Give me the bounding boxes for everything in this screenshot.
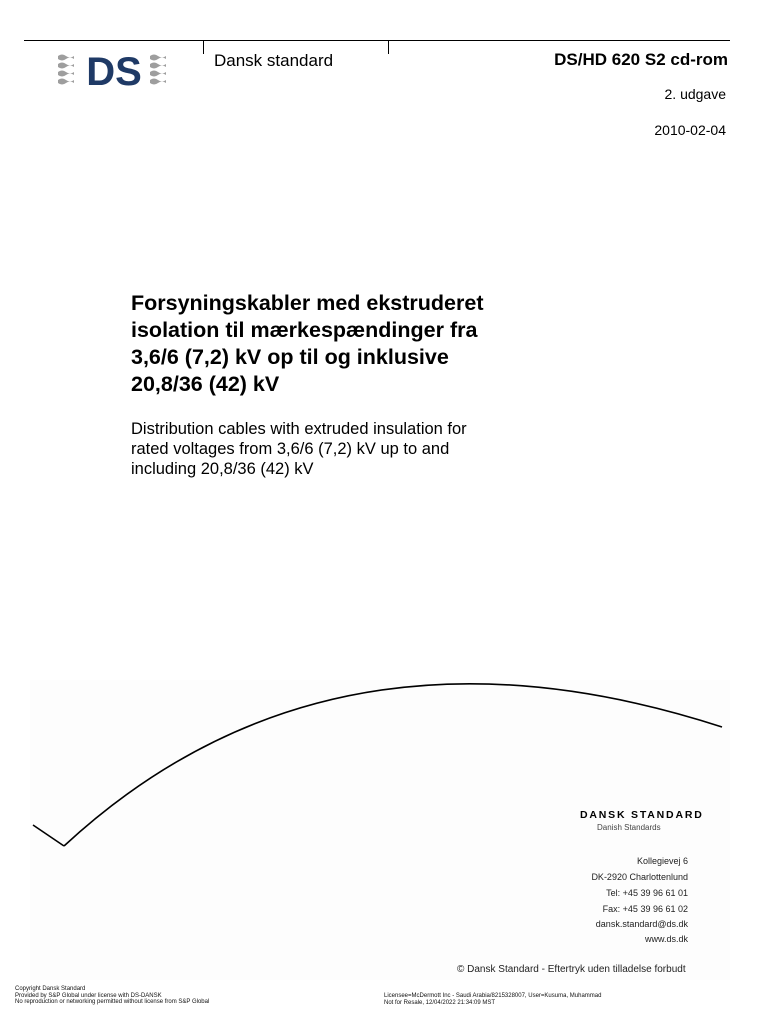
website-link[interactable]: www.ds.dk: [644, 934, 688, 944]
title-line: Forsyningskabler med ekstruderet: [131, 291, 484, 315]
publisher-label: Dansk standard: [214, 51, 334, 70]
address-line: DK-2920 Charlottenlund: [591, 872, 688, 882]
title-line: isolation til mærkespændinger fra: [131, 318, 478, 342]
standard-number: DS/HD 620 S2 cd-rom: [554, 50, 728, 69]
footer-line: Provided by S&P Global under license with DS-DANSK: [15, 992, 162, 999]
logo-text: DS: [86, 50, 142, 90]
edition: 2. udgave: [664, 86, 726, 102]
copyright-notice: © Dansk Standard - Eftertryk uden tilladelse forbudt: [457, 964, 686, 975]
organization-subtitle: Danish Standards: [597, 823, 661, 832]
title-line: Distribution cables with extruded insulation for: [131, 420, 467, 438]
footer-right: [384, 993, 601, 1006]
arc-curve: [64, 684, 722, 846]
footer-line: Not for Resale, 12/04/2022 21:34:09 MST: [384, 999, 496, 1006]
email-link[interactable]: dansk.standard@ds.dk: [595, 919, 688, 929]
publication-date: 2010-02-04: [654, 122, 726, 138]
fax: Fax: +45 39 96 61 02: [602, 904, 688, 914]
address-line: Kollegievej 6: [636, 856, 688, 866]
footer-line: No reproduction or networking permitted without license from S&P Global: [15, 999, 210, 1005]
organization-name: DANSK STANDARD: [580, 809, 704, 821]
title-line: including 20,8/36 (42) kV: [131, 460, 314, 478]
title-line: 20,8/36 (42) kV: [131, 372, 280, 396]
title-line: 3,6/6 (7,2) kV op til og inklusive: [131, 345, 449, 369]
footer-line: Copyright Dansk Standard: [15, 986, 86, 992]
arc-tick: [33, 825, 64, 846]
title-line: rated voltages from 3,6/6 (7,2) kV up to and: [131, 440, 450, 458]
footer-left: [15, 986, 209, 1006]
phone: Tel: +45 39 96 61 01: [606, 888, 688, 898]
footer-line: Licensee=McDermott Inc - Saudi Arabia/8215328007, User=Kusuma, Muhammad: [384, 993, 602, 999]
